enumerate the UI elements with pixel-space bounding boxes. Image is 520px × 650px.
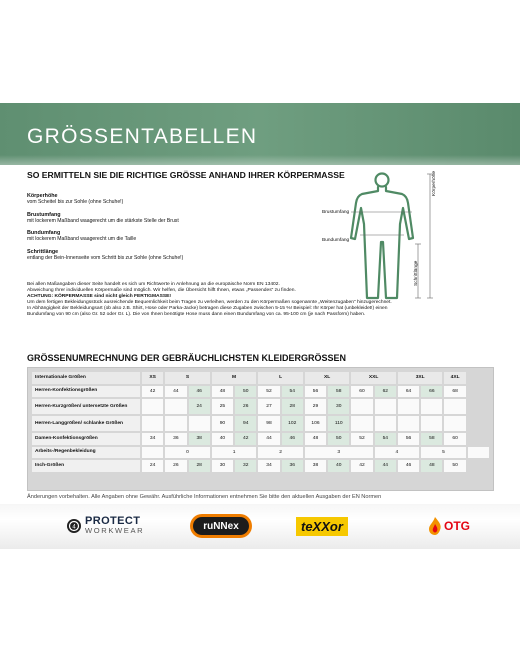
table-cell: 48 [212,386,233,398]
table-row-arbeit [32,447,489,459]
measure-title: Bundumfang [27,230,61,237]
figure-label-chest: Brustumfang [322,210,350,215]
table-cell: 26 [165,460,186,472]
title-banner [0,103,520,165]
page-title: GRÖSSENTABELLEN [27,125,258,148]
table-row-kurz [32,399,489,414]
texxor-logo [296,512,348,540]
table-cell: 24 [189,399,210,414]
table-cell: 32 [235,460,256,472]
measure-heading: SO ERMITTELN SIE DIE RICHTIGE GRÖSSE ANHAND IHRER KÖRPERMASSE [27,170,345,180]
protect-word: PROTECT [85,515,141,527]
table-cell: 110 [328,416,349,431]
row-label: Herren-Konfektionsgrößen [32,386,140,398]
row-label: Internationale Größen [32,372,140,384]
table-cell: 0 [165,447,210,459]
table-cell: 36 [282,460,303,472]
runnex-word: ruNNex [193,517,249,535]
table-cell: 34 [258,460,279,472]
table-cell: 24 [142,460,163,472]
table-cell: 48 [421,460,442,472]
flame-icon [427,516,443,536]
table-title: GRÖSSENUMRECHNUNG DER GEBRÄUCHLICHSTEN KLEIDERGRÖSSEN [27,353,347,363]
brand-logos [0,504,520,549]
table-cell: 50 [444,460,465,472]
row-label: Herren-Kurzgrößen/ untersetzte Größen [32,399,140,414]
table-cell: 44 [258,433,279,445]
table-cell: 38 [189,433,210,445]
measure-text: mit lockerem Maßband waagerecht um die stärkste Stelle der Brust [27,217,179,224]
table-cell: 66 [421,386,442,398]
table-cell: 42 [351,460,372,472]
table-row-damen [32,433,489,445]
note-warning: ACHTUNG: KÖRPERMASSE sind nicht gleich FERTIGMASSE! [27,294,172,300]
table-cell: 30 [212,460,233,472]
workwear-word: WORKWEAR [85,526,145,535]
table-row-international [32,372,489,384]
measure-text: mit lockerem Maßband waagerecht um die Taille [27,236,137,243]
runnex-logo [190,512,252,540]
table-cell: 94 [235,416,256,431]
row-label: Inch-Größen [32,460,140,472]
table-cell: 44 [165,386,186,398]
protect-logo [66,512,144,540]
table-cell: 54 [282,386,303,398]
note-line: Bei allen Maßangaben dieser Seite handelt es sich um Richtwerte in Anlehnung an die europäische Norm EN 13402. [27,282,280,287]
disclaimer: Änderungen vorbehalten. Alle Angaben ohne Gewähr. Ausführliche Informationen entnehmen Sie bitte den aktuellen Ausgaben der EN Normen [27,494,382,500]
table-cell: 44 [375,460,396,472]
table-cell: 54 [375,433,396,445]
table-cell: 60 [444,433,465,445]
measure-title: Körperhöhe [27,193,58,199]
note-line: Bundumfang von 90 cm (also Gr. 52 oder Gr. L). Die von Ihnen benötigte Hose muss dann einen Bundumfang von ca. 95-100 cm (je nach Passform) haben. [27,312,366,318]
table-row-lang [32,416,489,431]
table-cell: 46 [398,460,419,472]
table-cell: 60 [351,386,372,398]
table-cell: 27 [258,399,279,414]
otg-word: OTG [444,519,470,533]
protect-emblem-icon [66,518,82,534]
table-cell: 46 [189,386,210,398]
measure-text: entlang der Bein-Innenseite vom Schritt bis zur Sohle (ohne Schuhe!) [27,255,184,262]
size-cell: XXL [351,372,396,384]
size-cell: XL [305,372,350,384]
table-cell: 38 [305,460,326,472]
note-line: Abweichung Ihrer individuellen Körpermaße sind möglich. Wir helfen, die Übersicht hilft Ihnen, etwas „Passendes“ zu finden. [27,288,296,294]
note-line: In Abhängigkeit der Bekleidungsart (ob also z.B. Shirt, Hose oder Parka-Jacke) betragen diese Zugaben zwischen 5-15 %! Beispiel: Ihr Körper hat (unbekleidet!) einen [27,306,388,312]
figure-label-inseam: Schrittlänge [414,260,419,286]
table-cell: 52 [258,386,279,398]
table-cell: 62 [375,386,396,398]
table-cell: 28 [282,399,303,414]
table-row-herren [32,386,489,398]
table-cell: 40 [212,433,233,445]
table-cell: 50 [328,433,349,445]
table-cell: 2 [258,447,303,459]
size-cell: 4XL [444,372,465,384]
table-cell: 46 [282,433,303,445]
table-cell: 42 [235,433,256,445]
table-cell: 4 [375,447,420,459]
table-cell: 90 [212,416,233,431]
measure-item-waist [27,230,317,243]
size-table [27,367,494,491]
table-cell: 25 [212,399,233,414]
table-cell: 42 [142,386,163,398]
measure-item-inseam [27,249,317,262]
texxor-word: teXXor [296,517,348,536]
size-cell: M [212,372,257,384]
table-cell: 58 [421,433,442,445]
otg-logo [427,512,470,540]
table-cell: 56 [398,433,419,445]
figure-label-waist: Bundumfang [322,238,350,243]
table-cell: 58 [328,386,349,398]
table-cell: 29 [305,399,326,414]
table-cell: 98 [258,416,279,431]
table-cell: 26 [235,399,256,414]
size-cell: XS [142,372,163,384]
table-cell: 5 [421,447,466,459]
table-cell: 56 [305,386,326,398]
row-label: Herren-Langgrößen/ schlanke Größen [32,416,140,431]
table-cell: 50 [235,386,256,398]
measure-item-chest [27,212,317,225]
row-label: Arbeits-/Regenbekleidung [32,447,140,459]
table-cell: 102 [282,416,303,431]
table-row-inch [32,460,489,472]
svg-text:4: 4 [72,524,76,531]
body-outline-icon [318,172,448,302]
figure-label-height: Körperhöhe [432,170,437,196]
table-cell: 36 [165,433,186,445]
table-cell: 52 [351,433,372,445]
table-cell: 1 [212,447,257,459]
table-cell: 106 [305,416,326,431]
table-cell: 40 [328,460,349,472]
body-figure [318,172,448,302]
table-cell: 34 [142,433,163,445]
table-cell: 48 [305,433,326,445]
measurement-descriptions [27,193,317,267]
row-label: Damen-Konfektionsgrößen [32,433,140,445]
table-cell: 30 [328,399,349,414]
measure-title: Schrittlänge [27,248,59,255]
note-line: Um dem fertigen Bekleidungsstück ausreichende Bequemlichkeit beim Tragen zu verleihen, werden zu den Körpermaßen sogenannte „Weitenzugaben“ hinzugerechnet. [27,300,392,306]
table-cell: 64 [398,386,419,398]
measure-text: vom Scheitel bis zur Sohle (ohne Schuhe!) [27,199,124,206]
measure-item-height [27,193,317,206]
size-cell: S [165,372,210,384]
table-cell: 68 [444,386,465,398]
measure-title: Brustumfang [27,211,61,218]
table-cell: 28 [189,460,210,472]
size-cell: 3XL [398,372,443,384]
size-cell: L [258,372,303,384]
table-cell: 3 [305,447,373,459]
